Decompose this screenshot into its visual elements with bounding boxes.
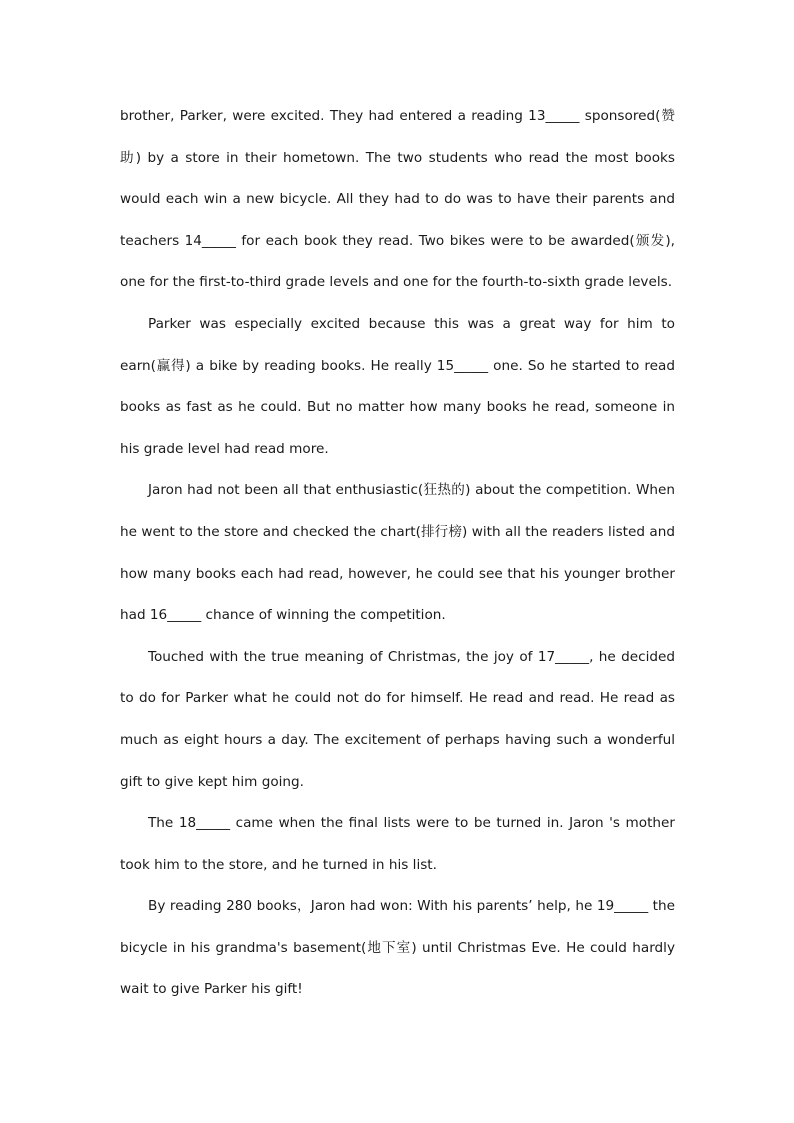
paragraph-2: Parker was especially excited because this was a great way for him to earn(赢得) a bike by reading books. He really 15_____ one. So he started to read books as fast as he could. But no matter how many books he read, someone in his grade level had read more.: [120, 315, 675, 457]
paragraph-3: Jaron had not been all that enthusiastic(狂热的) about the competition. When he went to the store and checked the chart(排行榜) with all the readers listed and how many books each had read, however, he could see that his younger brother had 16_____ chance of winning the competition.: [120, 482, 675, 624]
paragraph-4: Touched with the true meaning of Christmas, the joy of 17_____, he decided to do for Parker what he could not do for himself. He read and read. He read as much as eight hours a day. The excitement of perhaps having such a wonderful gift to give kept him going.: [120, 648, 675, 790]
passage-body: [120, 96, 675, 1011]
paragraph-1: brother, Parker, were excited. They had entered a reading 13_____ sponsored(赞助) by a store in their hometown. The two students who read the most books would each win a new bicycle. All they had to do was to have their parents and teachers 14_____ for each book they read. Two bikes were to be awarded(颁发), one for the first-to-third grade levels and one for the fourth-to-sixth grade levels.: [120, 108, 675, 291]
paragraph-5: The 18_____ came when the final lists were to be turned in. Jaron 's mother took him to the store, and he turned in his list.: [120, 815, 675, 873]
paragraph-6: By reading 280 books，Jaron had won: With his parents’ help, he 19_____ the bicycle in his grandma's basement(地下室) until Christmas Eve. He could hardly wait to give Parker his gift!: [120, 898, 675, 998]
